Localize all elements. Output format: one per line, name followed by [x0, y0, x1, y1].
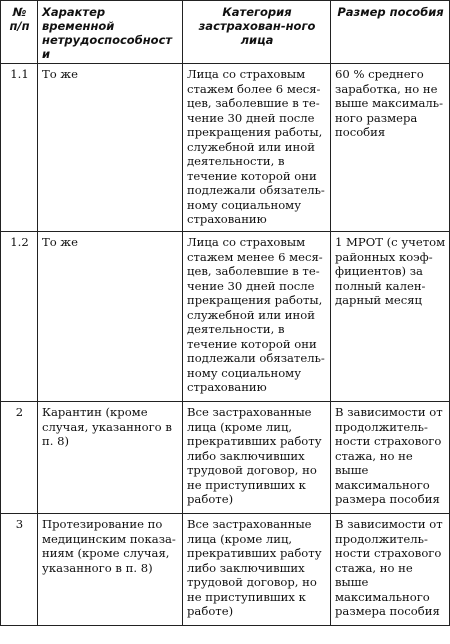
cell-character: То же [38, 64, 183, 232]
cell-character: Карантин (кроме случая, указанного в п. 8) [38, 402, 183, 514]
header-category: Категория застрахован-ного лица [183, 1, 331, 64]
table-header-row [1, 1, 450, 64]
cell-category: Все застрахованные лица (кроме лиц, прекративших работу либо заключивших трудовой договор, но не приступивших к работе) [183, 514, 331, 626]
cell-category: Лица со страховым стажем менее 6 меся-цев, заболевшие в те-чение 30 дней после прекращения работы, служебной или иной деятельности, в течение которой они подлежали обязатель-ному социальному страхованию [183, 232, 331, 402]
table-row [1, 514, 450, 626]
cell-character: То же [38, 232, 183, 402]
cell-amount: В зависимости от продолжитель-ности страхового стажа, но не выше максимального размера пособия [331, 514, 450, 626]
cell-num: 1.2 [1, 232, 38, 402]
header-character: Характер временной нетрудоспособности [38, 1, 183, 64]
header-amount: Размер пособия [331, 1, 450, 64]
cell-amount: 60 % среднего заработка, но не выше максималь-ного размера пособия [331, 64, 450, 232]
table-row [1, 64, 450, 232]
cell-num: 1.1 [1, 64, 38, 232]
cell-amount: 1 МРОТ (с учетом районных коэф-фициентов) за полный кален-дарный месяц [331, 232, 450, 402]
table-row [1, 402, 450, 514]
cell-category: Все застрахованные лица (кроме лиц, прекративших работу либо заключивших трудовой договор, но не приступивших к работе) [183, 402, 331, 514]
table-row [1, 232, 450, 402]
cell-category: Лица со страховым стажем более 6 меся-цев, заболевшие в те-чение 30 дней после прекращения работы, служебной или иной деятельности, в течение которой они подлежали обязатель-ному социальному страхованию [183, 64, 331, 232]
cell-character: Протезирование по медицинским показа-ниям (кроме случая, указанного в п. 8) [38, 514, 183, 626]
header-num: № п/п [1, 1, 38, 64]
cell-num: 2 [1, 402, 38, 514]
cell-num: 3 [1, 514, 38, 626]
cell-amount: В зависимости от продолжитель-ности страхового стажа, но не выше максимального размера пособия [331, 402, 450, 514]
